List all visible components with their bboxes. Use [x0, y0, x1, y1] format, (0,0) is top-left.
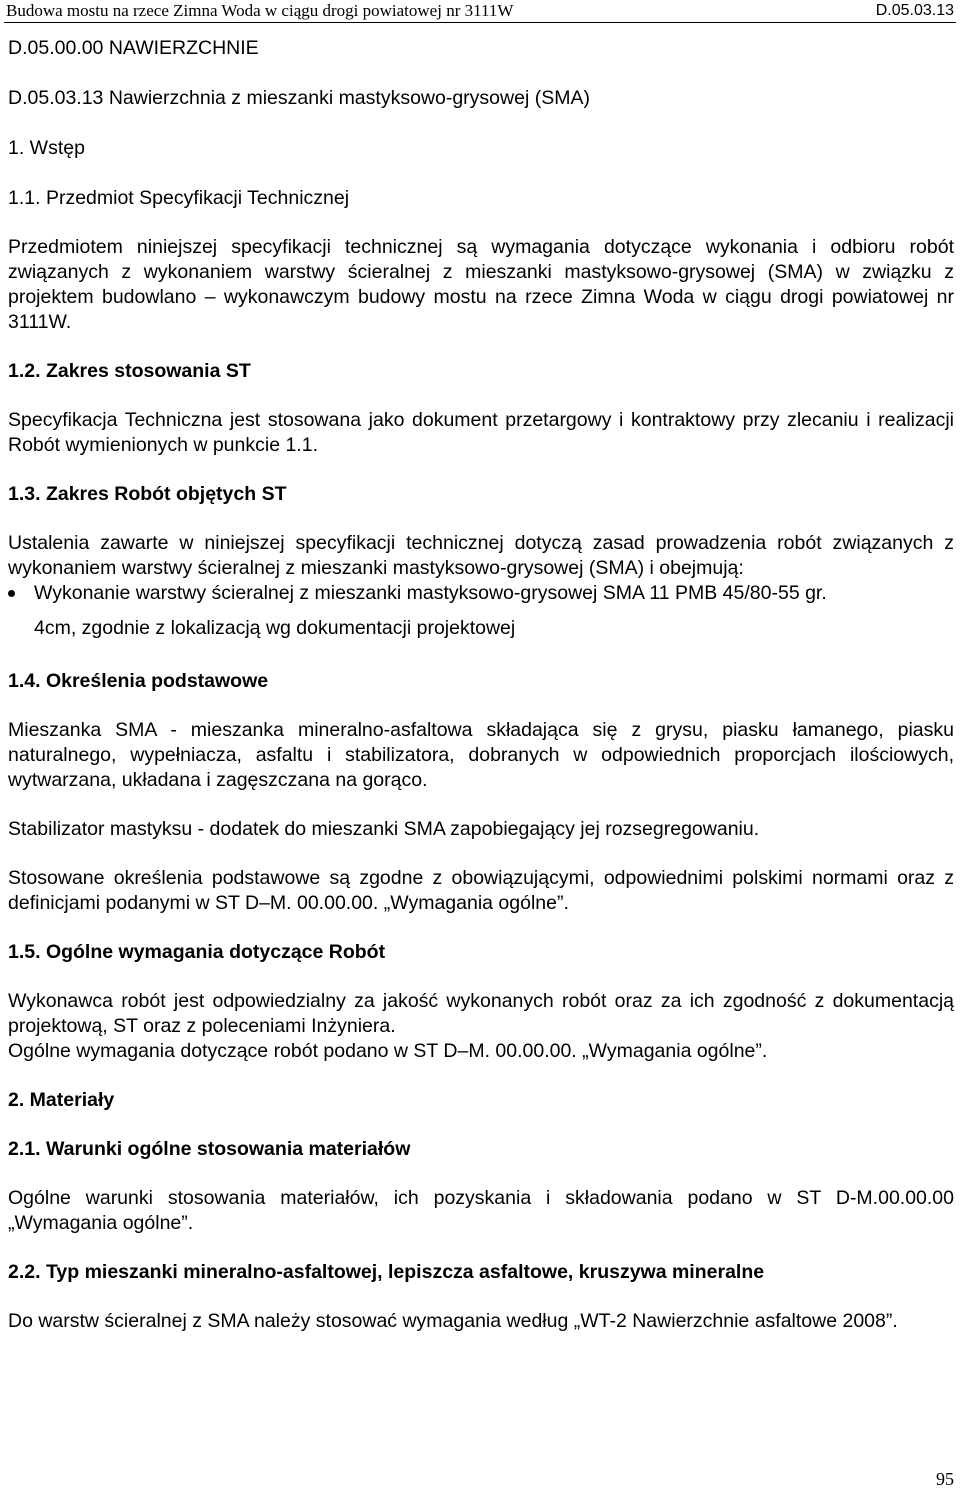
heading-2-1: 2.1. Warunki ogólne stosowania materiałów	[8, 1138, 411, 1160]
document-body	[8, 36, 954, 1334]
heading-2-2: 2.2. Typ mieszanki mineralno-asfaltowej, lepiszcza asfaltowe, kruszywa mineralne	[8, 1261, 765, 1283]
page-header	[4, 0, 956, 23]
heading-1-1: 1.1. Przedmiot Specyfikacji Technicznej	[8, 187, 350, 209]
heading-2: 2. Materiały	[8, 1089, 115, 1111]
heading-1: 1. Wstęp	[8, 137, 85, 159]
paragraph-1-5-b: Ogólne wymagania dotyczące robót podano w ST D–M. 00.00.00. „Wymagania ogólne”.	[8, 1040, 768, 1062]
bullet-item	[8, 581, 954, 606]
bullet-continuation-text: 4cm, zgodnie z lokalizacją wg dokumentacji projektowej	[34, 617, 516, 639]
bullet-text: Wykonanie warstwy ścieralnej z mieszanki mastyksowo-grysowej SMA 11 PMB 45/80-55 gr.	[34, 582, 827, 604]
heading-1-2: 1.2. Zakres stosowania ST	[8, 360, 251, 382]
paragraph-1-2: Specyfikacja Techniczna jest stosowana jako dokument przetargowy i kontraktowy przy zlecaniu i realizacji Robót wymienionych w punkcie 1.1.	[8, 409, 954, 456]
paragraph-1-4-b: Stabilizator mastyksu - dodatek do mieszanki SMA zapobiegający jej rozsegregowaniu.	[8, 818, 760, 840]
paragraph-1-5-a: Wykonawca robót jest odpowiedzialny za jakość wykonanych robót oraz za ich zgodność z dokumentacją projektową, ST oraz z poleceniami Inżyniera.	[8, 990, 954, 1037]
paragraph-1-1: Przedmiotem niniejszej specyfikacji technicznej są wymagania dotyczące wykonania i odbioru robót związanych z wykonaniem warstwy ścieralnej z mieszanki mastyksowo-grysowej (SMA) w związku z projektem budowlano – wykonawczym budowy mostu na rzece Zimna Woda w ciągu drogi powiatowej nr 3111W.	[8, 236, 954, 333]
heading-1-3: 1.3. Zakres Robót objętych ST	[8, 483, 287, 505]
section-heading: D.05.00.00 NAWIERZCHNIE	[8, 37, 259, 59]
paragraph-2-2: Do warstw ścieralnej z SMA należy stosować wymagania według „WT-2 Nawierzchnie asfaltowe 2008”.	[8, 1310, 898, 1332]
heading-1-5: 1.5. Ogólne wymagania dotyczące Robót	[8, 941, 386, 963]
bullet-icon	[8, 590, 15, 597]
paragraph-1-4-a: Mieszanka SMA - mieszanka mineralno-asfaltowa składająca się z grysu, piasku łamanego, piasku naturalnego, wypełniacza, asfaltu i stabilizatora, dobranych w odpowiednich proporcjach ilościowych, wytwarzana, układana i zagęszczana na gorąco.	[8, 719, 954, 791]
page-number: 95	[936, 1469, 954, 1489]
header-spec-code: D.05.03.13	[875, 2, 954, 19]
spec-title: D.05.03.13 Nawierzchnia z mieszanki mastyksowo-grysowej (SMA)	[8, 87, 590, 109]
paragraph-1-3: Ustalenia zawarte w niniejszej specyfikacji technicznej dotyczą zasad prowadzenia robót związanych z wykonaniem warstwy ścieralnej z mieszanki mastyksowo-grysowej (SMA) i obejmują:	[8, 532, 954, 579]
header-title: Budowa mostu na rzece Zimna Woda w ciągu drogi powiatowej nr 3111W	[6, 1, 514, 20]
bullet-continuation	[8, 616, 954, 641]
paragraph-2-1: Ogólne warunki stosowania materiałów, ich pozyskania i składowania podano w ST D-M.00.00.00 „Wymagania ogólne”.	[8, 1187, 954, 1234]
heading-1-4: 1.4. Określenia podstawowe	[8, 670, 269, 692]
paragraph-1-4-c: Stosowane określenia podstawowe są zgodne z obowiązującymi, odpowiednimi polskimi normami oraz z definicjami podanymi w ST D–M. 00.00.00. „Wymagania ogólne”.	[8, 867, 954, 914]
